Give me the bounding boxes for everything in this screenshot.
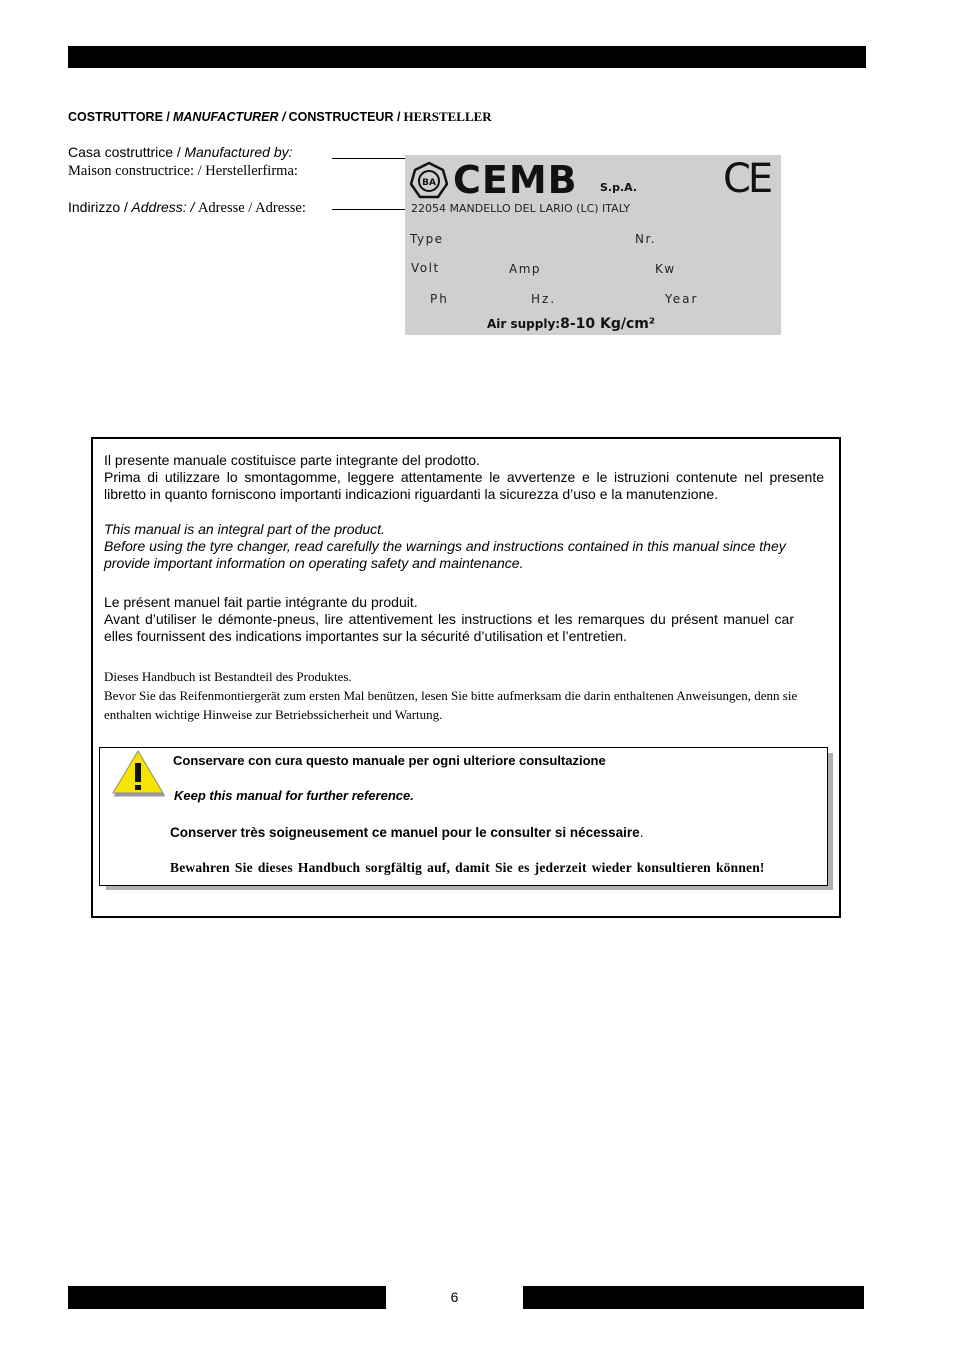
svg-text:BA: BA bbox=[422, 178, 436, 188]
notice-english: This manual is an integral part of the product. Before using the tyre changer, read carefully the warnings and instructions contained in this manual since they provide important information on operating safety and maintenance. bbox=[104, 521, 786, 571]
plate-address: 22054 MANDELLO DEL LARIO (LC) ITALY bbox=[411, 202, 631, 215]
manufactured-by-label: Casa costruttrice / Manufactured by: bbox=[68, 144, 293, 160]
warning-english: Keep this manual for further reference. bbox=[174, 788, 414, 803]
manufacturer-heading: COSTRUTTORE / MANUFACTURER / CONSTRUCTEUR / HERSTELLER bbox=[68, 109, 492, 124]
footer-bar-left bbox=[68, 1286, 386, 1309]
plate-year: Year bbox=[665, 292, 699, 306]
warning-box bbox=[99, 747, 828, 886]
ce-mark: CE bbox=[723, 156, 771, 202]
notice-german: Dieses Handbuch ist Bestandteil des Produktes. Bevor Sie das Reifenmontiergerät zum ersten Mal benützen, lesen Sie bitte aufmerksam die darin enthaltenen Anweisungen, denn sie enthalten wichtige Hinweise zur Betriebssicherheit und Wartung. bbox=[104, 669, 798, 722]
warning-italian: Conservare con cura questo manuale per ogni ulteriore consultazione bbox=[173, 753, 606, 768]
plate-air-supply: Air supply:8-10 Kg/cm² bbox=[487, 316, 656, 332]
notice-french: Le présent manuel fait partie intégrante du produit. Avant d’utiliser le démonte-pneus, lire attentivement les instructions et les remarques du présent manuel car elles fournissent des indications importantes sur la sécurité d’utilisation et l’entretien. bbox=[104, 594, 794, 644]
maison-label: Maison constructrice: / Herstellerfirma: bbox=[68, 163, 298, 179]
plate-brand: CEMB bbox=[453, 158, 578, 202]
footer-bar-right bbox=[523, 1286, 864, 1309]
plate-volt: Volt bbox=[411, 261, 440, 275]
plate-suffix: S.p.A. bbox=[600, 181, 638, 194]
rating-plate bbox=[405, 155, 781, 335]
leader-line-manufacturer bbox=[332, 158, 405, 159]
plate-type: Type bbox=[410, 232, 444, 246]
plate-amp: Amp bbox=[509, 262, 542, 276]
page-number: 6 bbox=[450, 1289, 459, 1305]
address-label: Indirizzo / Address: / Adresse / Adresse: bbox=[68, 199, 306, 216]
plate-kw: Kw bbox=[655, 262, 676, 276]
leader-line-address bbox=[332, 209, 405, 210]
warning-triangle-icon bbox=[110, 749, 166, 797]
notice-italian: Il presente manuale costituisce parte integrante del prodotto. Prima di utilizzare lo smontagomme, leggere attentamente le avvertenze e le istruzioni contenute nel presente libretto in quanto forniscono importanti indicazioni riguardanti la sicurezza d’uso e la manutenzione. bbox=[104, 452, 824, 502]
plate-nr: Nr. bbox=[635, 232, 657, 246]
warning-french: Conserver très soigneusement ce manuel pour le consulter si nécessaire. bbox=[170, 825, 644, 840]
header-bar bbox=[68, 46, 866, 68]
plate-ph: Ph bbox=[430, 292, 449, 306]
warning-german: Bewahren Sie dieses Handbuch sorgfältig auf, damit Sie es jederzeit wieder konsultieren können! bbox=[170, 860, 765, 875]
cemb-logo-icon bbox=[410, 162, 448, 200]
plate-hz: Hz. bbox=[531, 292, 557, 306]
